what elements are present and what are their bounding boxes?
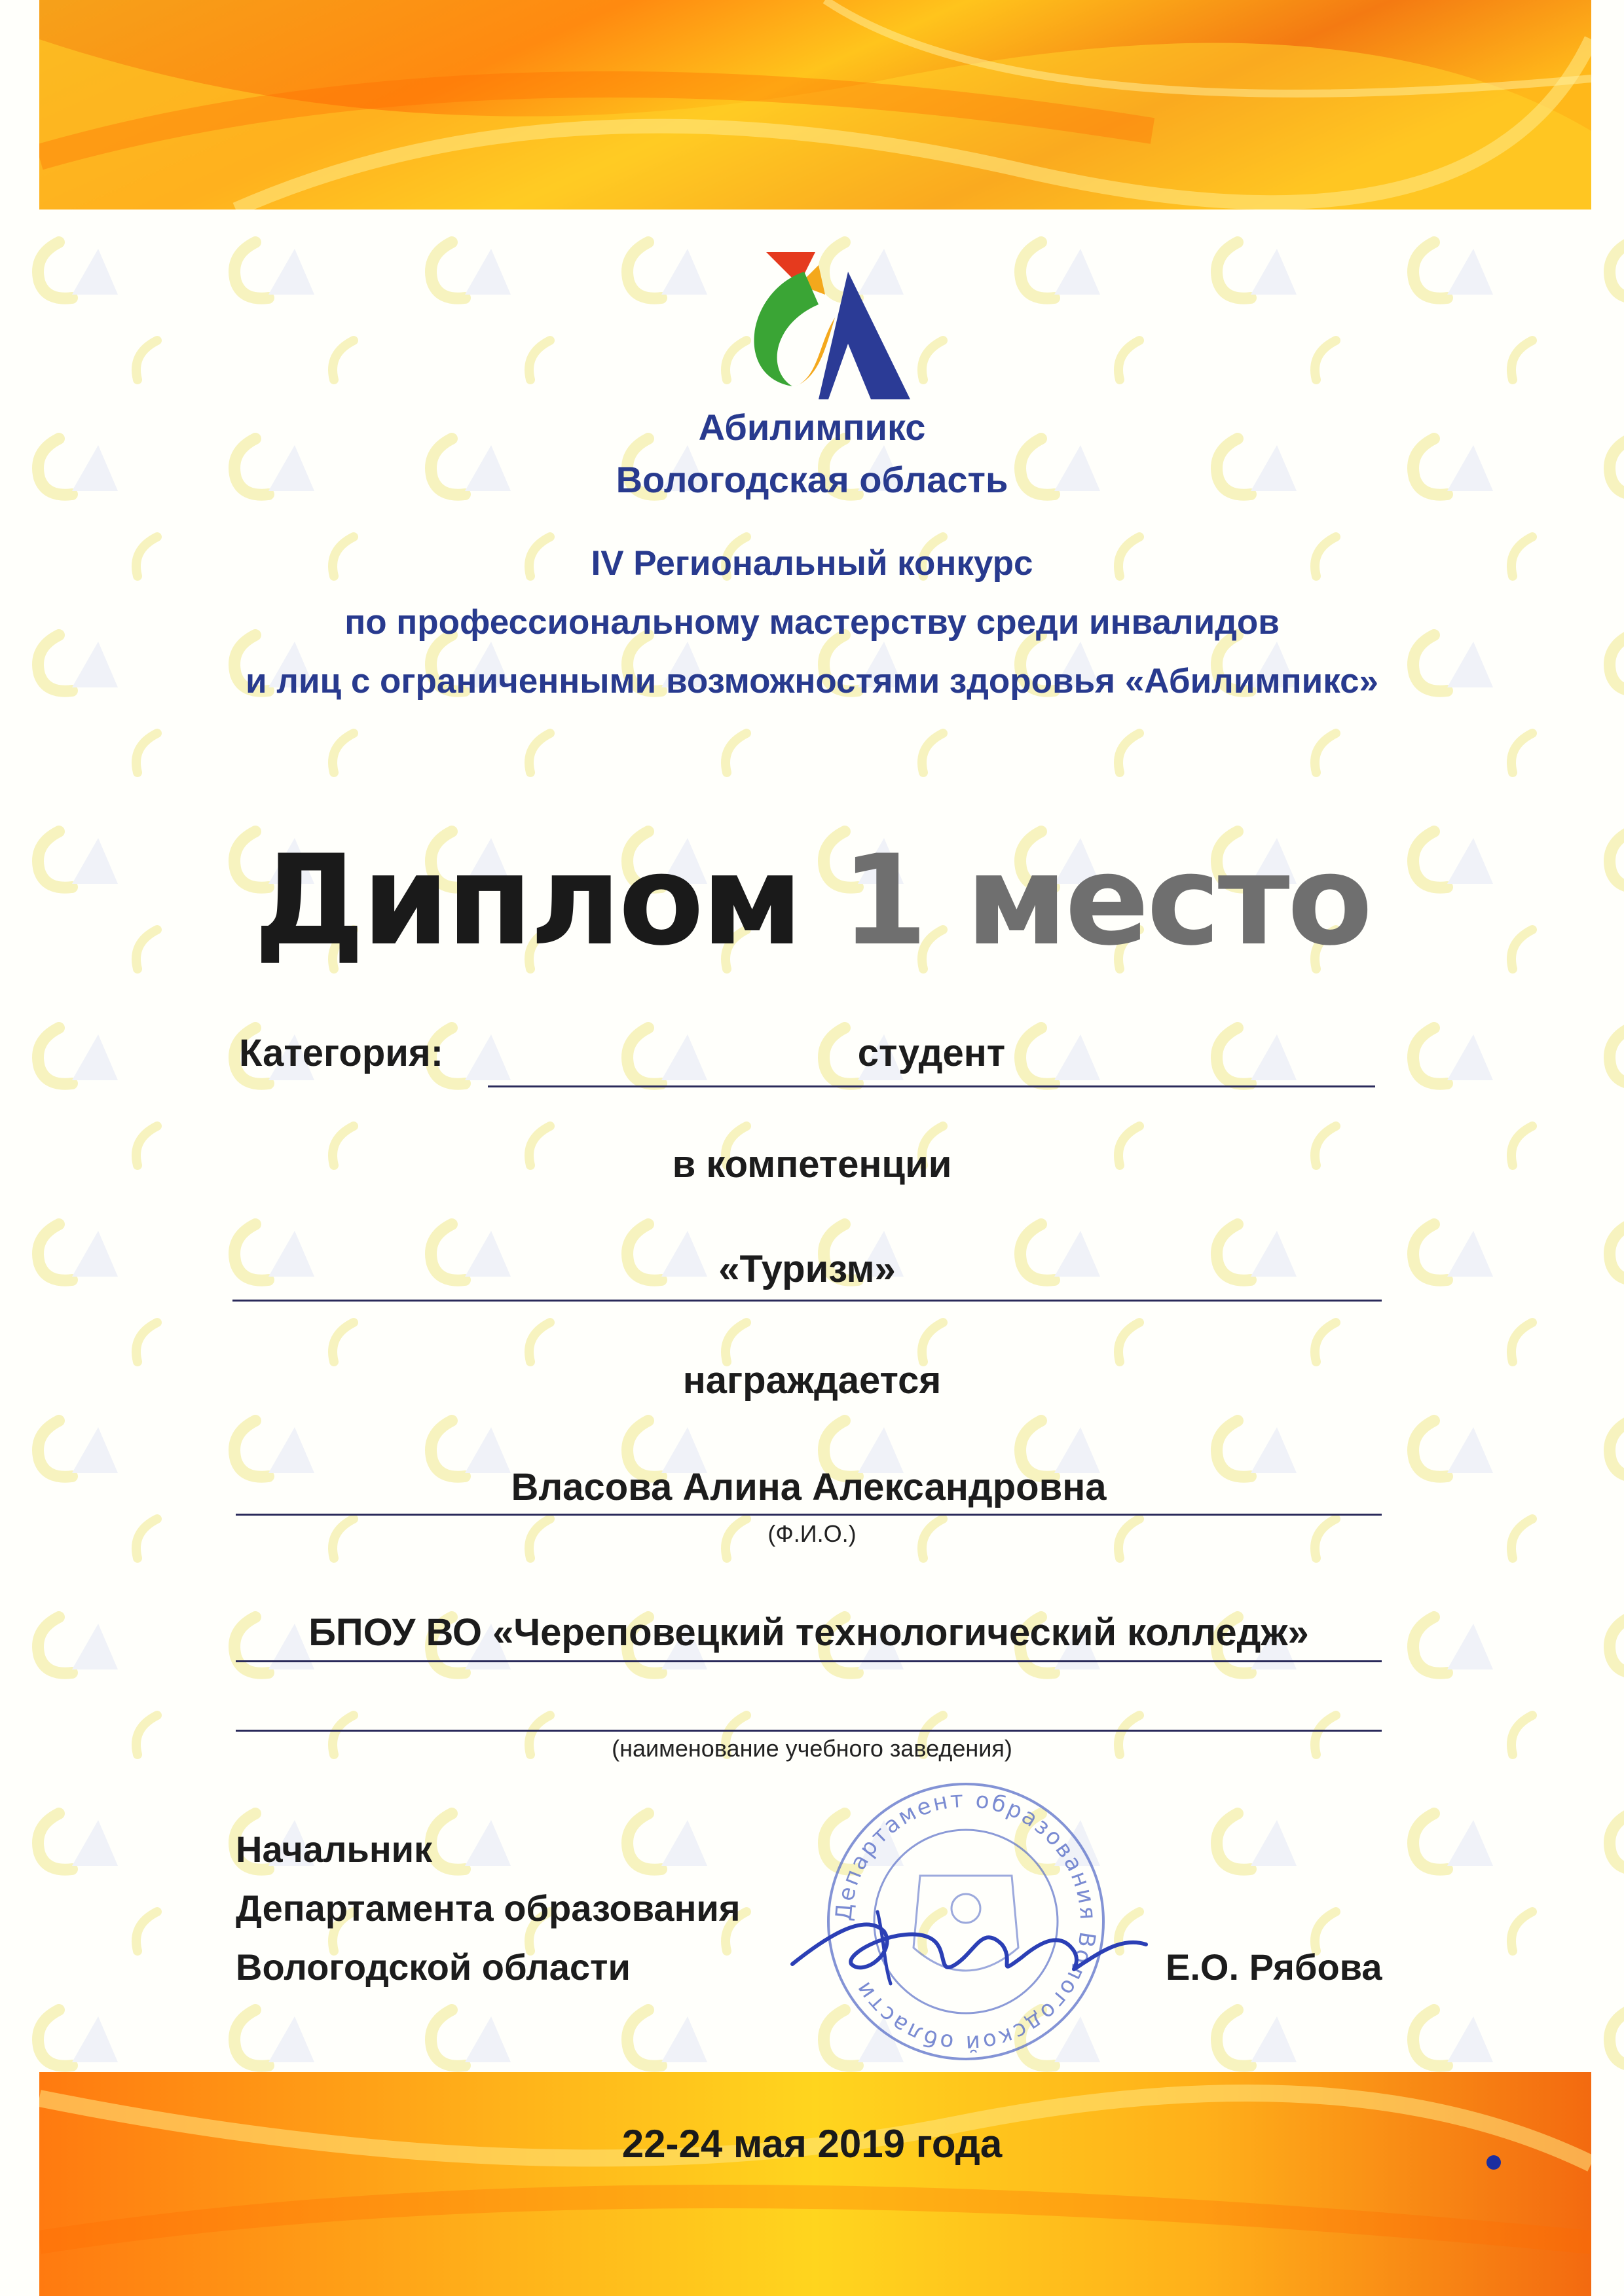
org-region: Вологодская область	[616, 459, 1008, 500]
institution-underline-1	[236, 1660, 1382, 1662]
diploma-heading	[0, 828, 1624, 973]
ink-dot	[1486, 2155, 1501, 2170]
org-name: Абилимпикс	[698, 407, 926, 448]
diploma-word: Диплом	[253, 828, 801, 973]
fio-caption: (Ф.И.О.)	[767, 1520, 857, 1547]
awardee-name: Власова Алина Александровна	[511, 1466, 1107, 1508]
awarded-label: награждается	[682, 1359, 942, 1402]
category-value: студент	[857, 1032, 1006, 1074]
competence-underline	[232, 1300, 1382, 1302]
signatory-title	[236, 1820, 741, 1997]
bottom-banner	[39, 2072, 1591, 2296]
signatory-title-line-2: Департамента образования	[236, 1887, 741, 1929]
handwritten-signature	[786, 1886, 1153, 2003]
event-date: 22-24 мая 2019 года	[621, 2122, 1003, 2166]
category-underline	[488, 1085, 1375, 1087]
contest-title-line-1: IV Региональный конкурс	[591, 544, 1033, 583]
competence-value: «Туризм»	[718, 1248, 896, 1290]
abilympics-logo	[720, 246, 910, 403]
signatory-title-line-3: Вологодской области	[236, 1946, 631, 1988]
signatory-name: Е.О. Рябова	[1166, 1946, 1382, 1988]
top-banner	[39, 0, 1591, 210]
category-label: Категория:	[239, 1032, 444, 1074]
institution-name: БПОУ ВО «Череповецкий технологический колледж»	[308, 1611, 1309, 1654]
svg-text:Департамент образования Волого: Департамент образования Вологодской области	[830, 1786, 1101, 2057]
diploma-place: 1 место	[841, 828, 1371, 973]
contest-title-line-2: по профессиональному мастерству среди инвалидов	[344, 603, 1280, 642]
institution-underline-2	[236, 1730, 1382, 1732]
awardee-underline	[236, 1514, 1382, 1516]
signatory-title-line-1: Начальник	[236, 1829, 433, 1870]
contest-title-line-3: и лиц с ограниченными возможностями здоровья «Абилимпикс»	[245, 662, 1379, 701]
institution-caption: (наименование учебного заведения)	[612, 1735, 1012, 1762]
competence-label: в компетенции	[672, 1143, 952, 1186]
